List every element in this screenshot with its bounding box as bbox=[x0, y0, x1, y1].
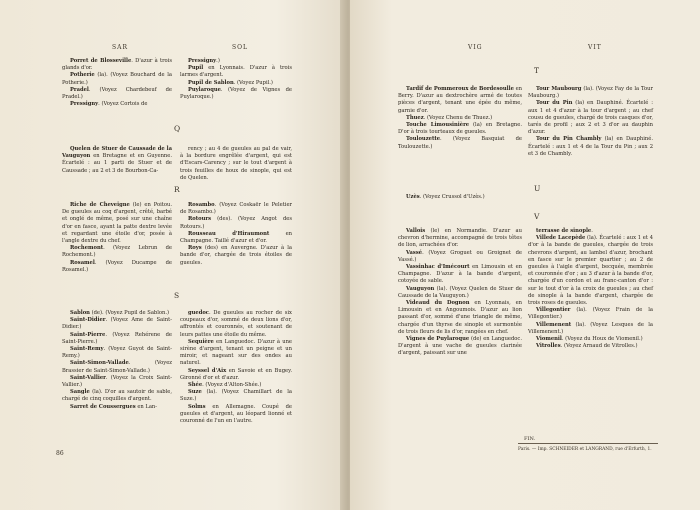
entry: Tour du Pin Chambly (la) en Dauphiné. Écartelé : aux 1 et 4 de la Tour du Pin ; aux 2 et 3 de Chambly. bbox=[528, 136, 653, 157]
entry: rency ; au 4 de gueules au pal de vair, à la bordure engrêlée d'argent, qui est d'Escars-Carency ; sur le tout d'argent à trois feuilles de houx de sinople, qui est de Quelen. bbox=[180, 146, 292, 181]
section-letter-r: R bbox=[174, 185, 180, 194]
entry: Pradel. (Voyez Chardebeuf de Pradel.) bbox=[62, 86, 172, 101]
section-letter-t: T bbox=[534, 66, 540, 75]
entry: guedoc. De gueules au rocher de six coupeaux d'or, sommé de deux lions d'or, affrontés et couronnés, et soutenant de leurs pattes une étoile du même. bbox=[180, 310, 292, 338]
v-column-1 bbox=[398, 228, 522, 358]
p-column-2 bbox=[180, 58, 292, 101]
entry: Rosambo. (Voyez Coskaër le Peletier de Rosambo.) bbox=[180, 202, 292, 216]
entry: Potherie (la). (Voyez Bouchard de la Potherie.) bbox=[62, 72, 172, 86]
section-letter-v: V bbox=[534, 212, 540, 221]
imprint-line: Paris. — Imp. SCHNEIDER et LANGRAND, rue d'Erfurth, 1. bbox=[518, 447, 652, 452]
entry: Uzès. (Voyez Crussol d'Uzès.) bbox=[406, 194, 485, 200]
s-column-2 bbox=[180, 310, 292, 425]
s-column-1 bbox=[62, 310, 172, 411]
imprint-rule bbox=[518, 443, 658, 444]
entry: Pressigny.) bbox=[188, 58, 220, 64]
entry: Roys (des) en Auvergne. D'azur à la bande d'or, chargée de trois étoiles de gueules. bbox=[180, 245, 292, 266]
running-header-left: VIG bbox=[468, 44, 483, 51]
running-header-right: SOL bbox=[232, 44, 249, 51]
entry: Tour du Pin (la) en Dauphiné. Écartelé : aux 1 et 4 d'azur à la tour d'argent ; au chef cousu de gueules, chargé de trois casques d'or, tarés de profil ; aux 2 et 3 d'or au dauphin d'azur. bbox=[528, 100, 654, 136]
entry: Toulouzette. (Voyez Basquiat de Toulouzette.) bbox=[398, 136, 522, 150]
running-header-left: SAR bbox=[112, 44, 128, 51]
entry: Sequière en Languedoc. D'azur à une sirène d'argent, tenant un peigne et un miroir, et nageant sur des ondes au naturel. bbox=[180, 338, 292, 367]
entry: Saint-Pierre. (Voyez Rehérene de Saint-Pierre.) bbox=[62, 331, 172, 345]
entry: Tour Maubourg (la). (Voyez Fay de la Tour Maubourg.) bbox=[528, 86, 654, 100]
entry: Saint-Remy. (Voyez Guyot de Saint-Remy.) bbox=[62, 346, 172, 360]
t-column-1 bbox=[398, 86, 522, 151]
entry: Touche Limousinière (la) en Bretagne. D'or à trois tourteaux de gueules. bbox=[398, 122, 522, 136]
entry: Puylaroque. (Voyez de Vignes de Puylaroque.) bbox=[180, 86, 292, 101]
running-header-right: VIT bbox=[588, 44, 602, 51]
entry: Sangle (la). D'or au sautoir de sable, chargé de cinq coquilles d'argent. bbox=[62, 389, 172, 403]
entry: Tardif de Pommeroux de Bordesoulle en Berry. D'azur au dextrochère armé de toutes pièces d'argent, tenant une épée du même, garnie d'or. bbox=[398, 86, 523, 114]
u-column-1 bbox=[398, 194, 522, 201]
r-column-1 bbox=[62, 202, 172, 274]
entry: Suze (la). (Voyez Chamillart de la Suze.) bbox=[180, 389, 292, 403]
section-letter-s: S bbox=[174, 291, 180, 300]
section-letter-q: Q bbox=[174, 124, 181, 133]
entry: Quelen de Stuer de Caussade de la Vauguyon en Bretagne et en Guyenne. Écartelé : au 1 parti de Stuer et de Caussade ; au 2 et 3 de Bourbon-Ca- bbox=[62, 146, 172, 174]
entry: Vallois (le) en Normandie. D'azur au chevron d'hermine, accompagné de trois têtes de lion, arrachées d'or. bbox=[398, 228, 522, 249]
q-column-1 bbox=[62, 146, 172, 175]
entry: Vignes de Puylaroque (de) en Languedoc. D'argent à une vache de gueules clarinée d'argent, paissant sur une bbox=[398, 336, 522, 357]
entry: Sablon (de). (Voyez Pupil de Sablon.) bbox=[70, 310, 170, 316]
entry: Saint-Didier. (Voyez Ame de Saint-Didier.) bbox=[62, 317, 172, 331]
entry: Vauguyon (la). (Voyez Quelen de Stuer de Caussade de la Vauguyon.) bbox=[398, 285, 522, 299]
p-column-1 bbox=[62, 58, 172, 108]
entry: Seyssel d'Aix en Savoie et en Bugey. Gironné d'or et d'azur. bbox=[180, 367, 292, 381]
r-column-2 bbox=[180, 202, 292, 267]
entry: Rosamel. (Voyez Ducampe de Rosamel.) bbox=[62, 259, 172, 273]
entry: Rousseau d'Hiraumont en Champagne. Taillé d'azur et d'or. bbox=[180, 230, 292, 245]
q-column-2 bbox=[180, 146, 292, 182]
entry: Villemenent (la). (Voyez Lesques de la Villemenent.) bbox=[528, 321, 653, 335]
entry: terrasse de sinople. bbox=[536, 228, 593, 234]
entry: Sarret de Coussergues en Lan- bbox=[70, 403, 158, 410]
v-column-2 bbox=[528, 228, 653, 350]
entry: Rochemont. (Voyez Lebrun de Rochemont.) bbox=[62, 245, 172, 259]
entry: Saint-Simon-Vallade. (Voyez Brassier de Saint-Simon-Vallade.) bbox=[62, 360, 172, 374]
entry: Vassé. (Voyez Groguet ou Groignet de Vassé.) bbox=[398, 249, 522, 263]
entry: Pressigny. (Voyez Cortois de bbox=[70, 101, 148, 108]
entry: Villedе Lacepède (la). Écartelé : aux 1 et 4 d'or à la bande de gueules, chargée de trois chevrons d'argent, au lambel d'azur, brochant en fasce sur le premier quartier ; au 2 de gueules à l'aigle d'argent, becquée, membrée et couronnée d'or ; au 3 d'azur à la bande d'or, chargée d'un cordon et au franc-canton d'or : sur le tout d'or à la croix de gueules ; au chef de sinople à la bande d'argent, chargée de trois roses de gueules. bbox=[528, 235, 653, 307]
entry: Solms en Allemagne. Coupé de gueules et d'argent, au léopard lionné et couronné de l'un en l'autre. bbox=[180, 403, 292, 425]
entry: Shée. (Voyez d'Alton-Shée.) bbox=[188, 382, 262, 389]
entry: Pupil de Sablon. (Voyez Pupil.) bbox=[188, 79, 273, 86]
entry: Riche de Cheveigne (le) en Poitou. De gueules au coq d'argent, crêté, barbé et onglé de même, posé sur une chaîne d'or en fasce, ayant la patte dextre levée et regardant une étoile d'or, posée à l'angle dextre du chef. bbox=[62, 202, 172, 245]
right-page bbox=[350, 0, 700, 510]
entry: Vitrolles. (Voyez Arnaud de Vitrolles.) bbox=[536, 343, 638, 350]
entry: Viomenil. (Voyez du Houx de Viomenil.) bbox=[536, 336, 643, 343]
fin-mark: FIN. bbox=[524, 436, 536, 442]
entry: Thuez. (Voyez Chenu de Thuez.) bbox=[406, 114, 493, 121]
entry: Porret de Blosseville. D'azur à trois glands d'or. bbox=[62, 58, 172, 72]
entry: Villegontier (la). (Voyez Frain de la Villegontier.) bbox=[528, 307, 653, 321]
entry: Pupil en Lyonnais. D'azur à trois larmes d'argent. bbox=[180, 65, 292, 79]
t-column-2 bbox=[528, 86, 653, 158]
page-number: 86 bbox=[56, 450, 64, 457]
left-page bbox=[0, 0, 345, 510]
entry: Vassinhac d'Imécourt en Limousin et en Champagne. D'azur à la bande d'argent, cotoyée de sable. bbox=[398, 264, 522, 285]
section-letter-u: U bbox=[534, 184, 541, 193]
entry: Saint-Vallier. (Voyez la Croix Saint-Vallier.) bbox=[62, 374, 172, 389]
entry: Rotours (des). (Voyez Angot des Rotours.) bbox=[180, 216, 292, 230]
entry: Videaud du Dognon en Lyonnais, en Limousin et en Angoumois. D'azur au lion passant d'or, sommé d'une triangle de même, chargée d'un thyrse de sinople et surmontée de trois fleurs de lis d'or, rangées en chef. bbox=[398, 300, 522, 335]
